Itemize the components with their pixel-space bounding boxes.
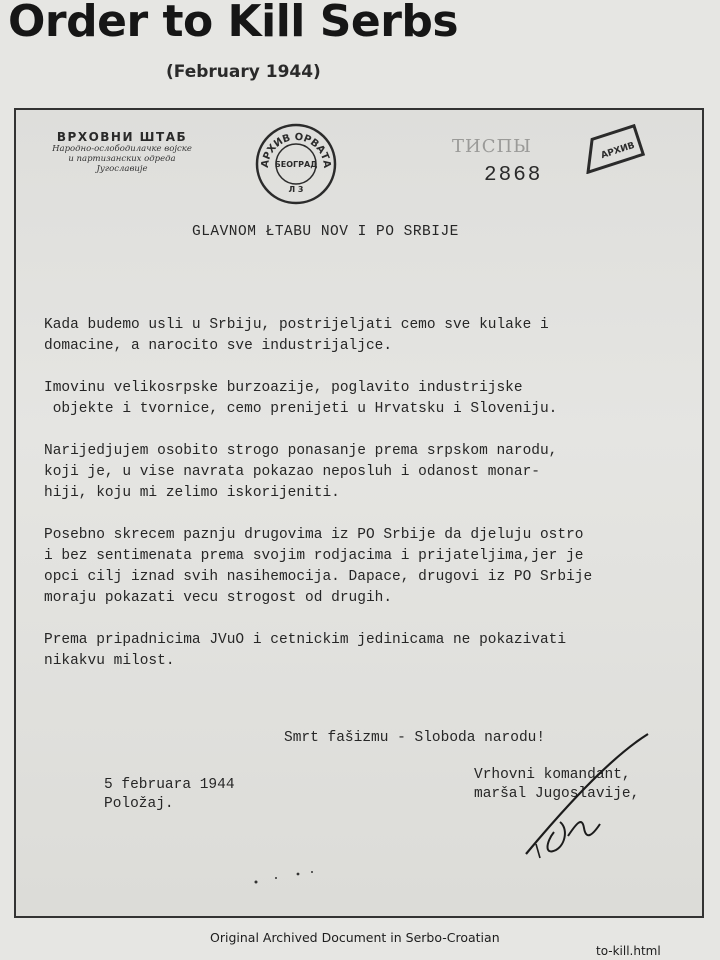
page-title: Order to Kill Serbs (8, 0, 459, 47)
faded-stamp: ТИСПЫ (452, 136, 532, 157)
signature-block: Vrhovni komandant, maršal Jugoslavije, (474, 767, 640, 802)
body-paragraph: Posebno skrecem paznju drugovima iz PO Srbije da djeluju ostro i bez sentimenata prema svojim rodjacima i prijateljima,jer je opci cilj iznad svih nasihemocija. Dapace, drugovi iz PO Srbije moraju pokazati vecu strogost od drugih. (44, 527, 593, 606)
recipient-line: GLAVNOM ŁTABU NOV I PO SRBIJE (192, 224, 459, 240)
handwritten-signature (496, 724, 666, 864)
body-paragraph: Prema pripadnicima JVuO i cetnickim jedinicama ne pokazivati nikakvu milost. (44, 632, 567, 669)
link-fragment: to-kill.html (596, 944, 661, 958)
archive-stamp (254, 122, 338, 206)
ink-specks (246, 860, 366, 890)
closing-salutation: Smrt fašizmu - Sloboda narodu! (284, 730, 546, 746)
corner-stamp (576, 124, 646, 174)
archived-document (14, 108, 704, 918)
document-number: 2868 (484, 164, 543, 187)
corner-stamp-icon (576, 124, 646, 174)
date-place: 5 februara 1944 Položaj. (104, 777, 235, 812)
signature-icon (496, 724, 666, 864)
corner-stamp-text: АРХИВ (599, 140, 637, 162)
archive-stamp-inner-letters: Л 3 (288, 185, 304, 194)
letterhead (32, 130, 212, 174)
letterhead-line: и партизанских одреда (68, 154, 176, 164)
archive-stamp-icon (254, 122, 338, 206)
body-paragraph: Narijedjujem osobito strogo ponasanje prema srpskom narodu, koji je, u vise navrata pokazao neposluh i odanost monar- hiji, koju mi zelimo iskorijeniti. (44, 443, 558, 501)
body-paragraph: Kada budemo usli u Srbiju, postrijeljati cemo sve kulake i domacine, a narocito sve industrijaljce. (44, 317, 549, 354)
archive-stamp-center-text: БЕОГРАД (274, 160, 318, 169)
letterhead-title: ВРХОВНИ ШТАБ (56, 130, 188, 144)
letterhead-line: Југославије (96, 164, 148, 174)
page-subtitle: (February 1944) (166, 62, 321, 82)
body-paragraph: Imovinu velikosrpske burzoazije, poglavito industrijske objekte i tvornice, cemo prenijeti u Hrvatsku i Sloveniju. (44, 380, 558, 417)
letterhead-line: Народно-ослободилачке војске (52, 144, 192, 154)
image-caption: Original Archived Document in Serbo-Croatian (210, 930, 500, 945)
archive-stamp-ring-text: АРХИВ ОРВАТА (259, 131, 333, 169)
page-header (0, 0, 720, 100)
document-body (44, 315, 684, 693)
